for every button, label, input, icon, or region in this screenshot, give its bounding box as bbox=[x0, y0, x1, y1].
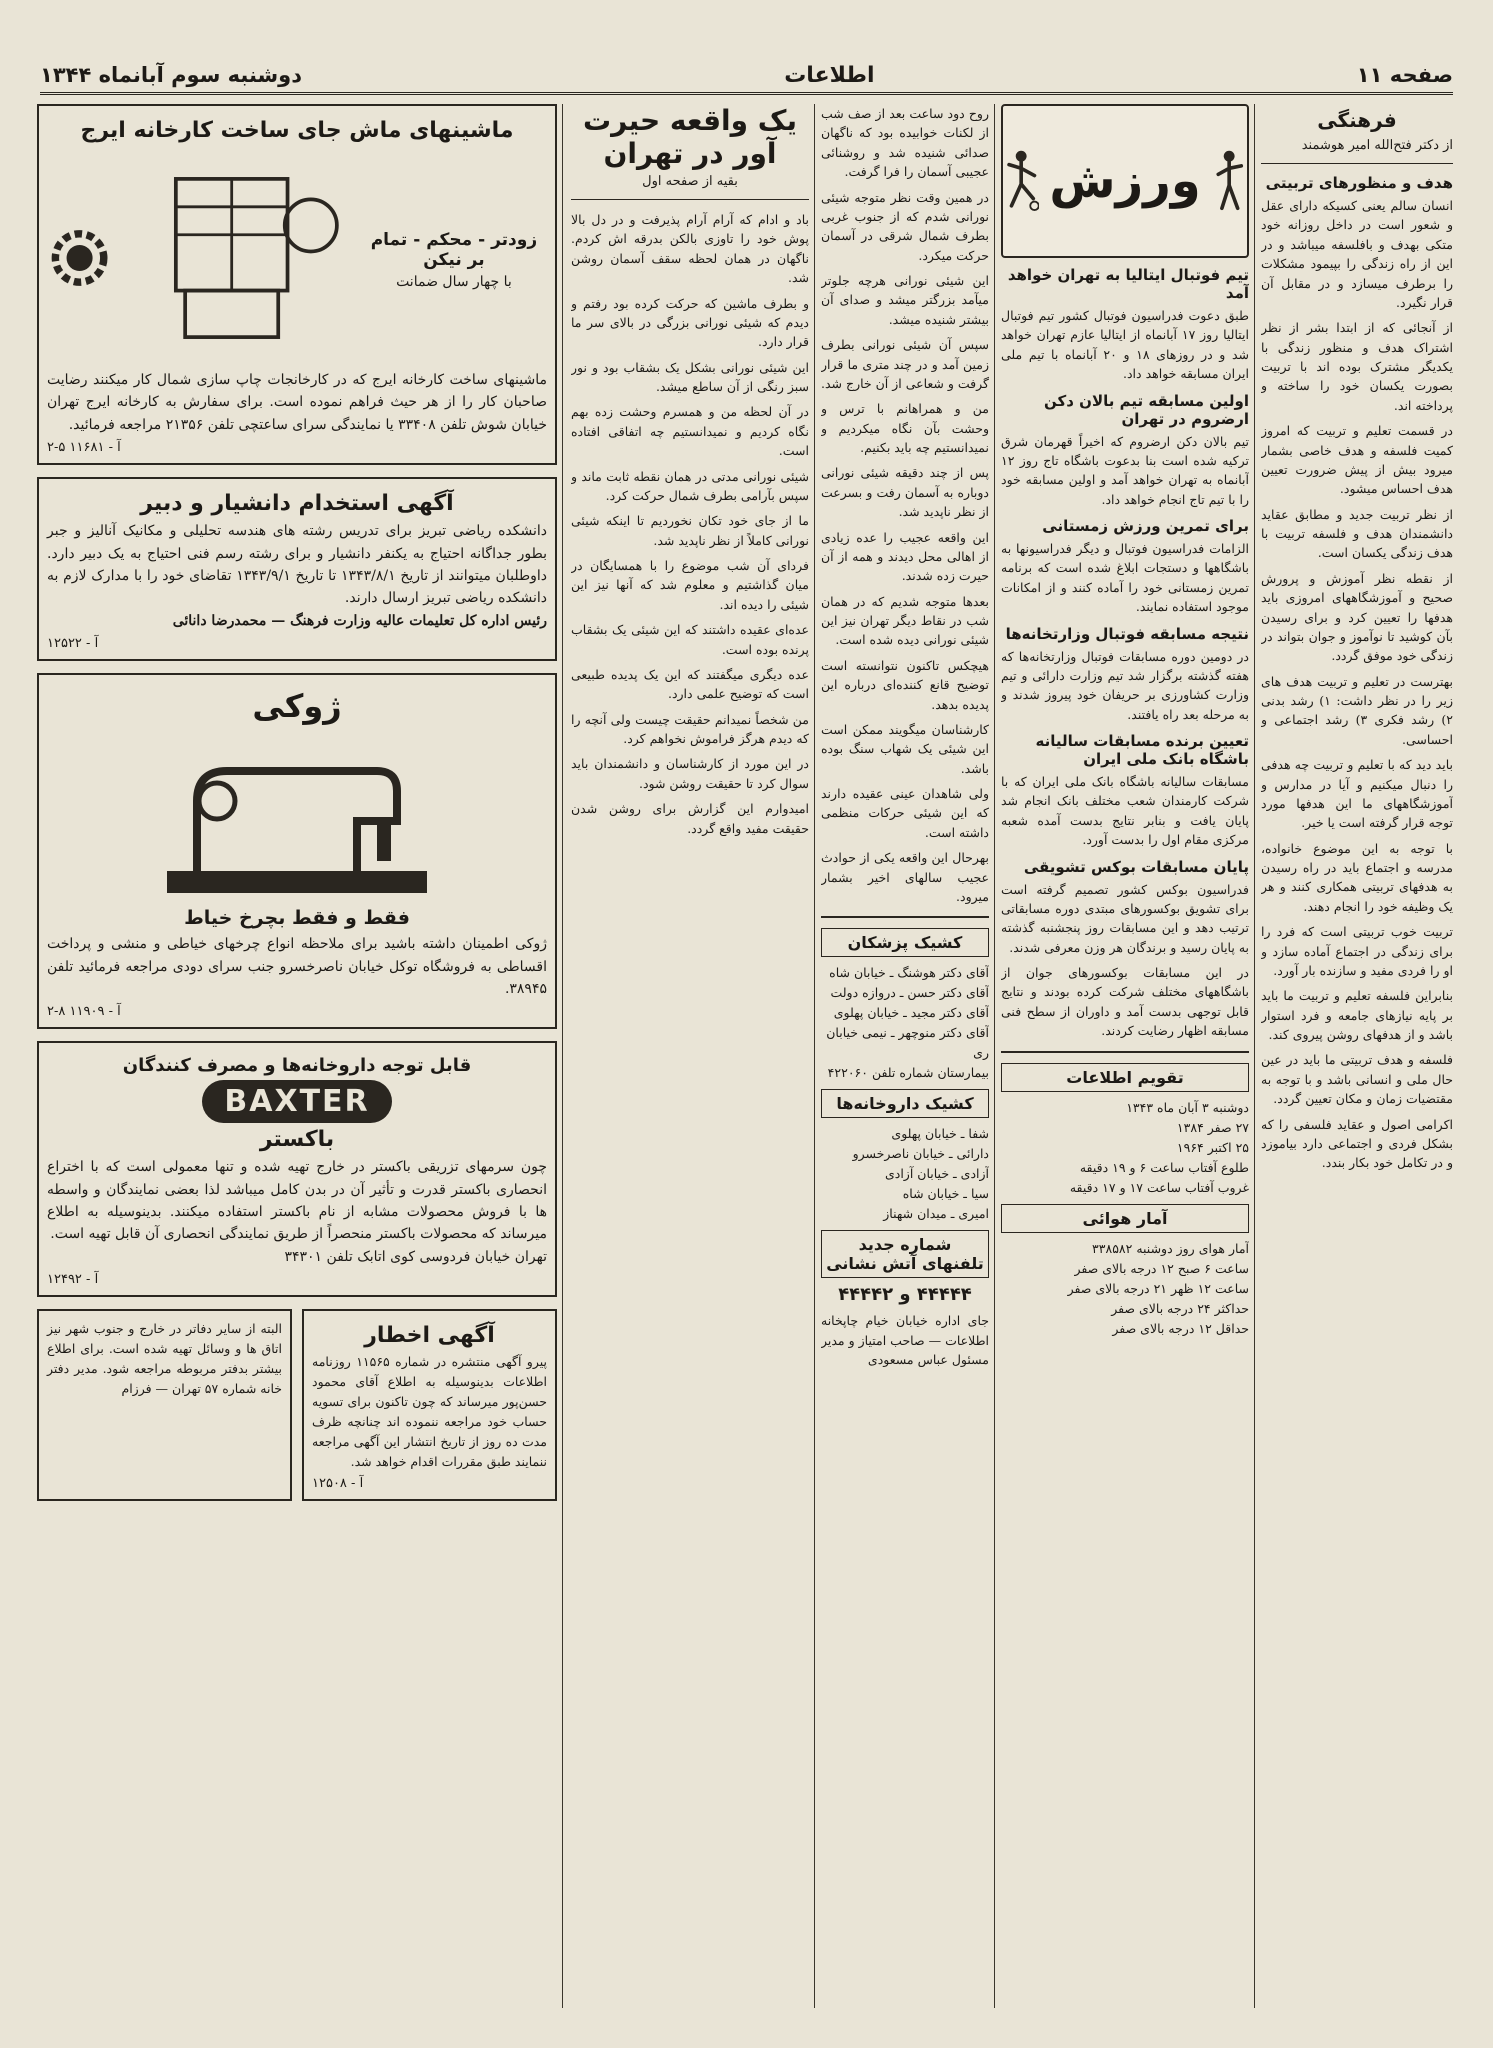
fire-phones-title: شماره جدید تلفنهای آتش نشانی bbox=[821, 1230, 989, 1278]
gear-logo-icon bbox=[47, 223, 112, 293]
article-paragraph: طبق دعوت فدراسیون فوتبال کشور تیم فوتبال ایتالیا روز ۱۷ آبانماه از ایتالیا عازم تهران خواهد شد و در روزهای ۱۸ و ۲۰ آبانماه با تیم ملی ایران مسابقه خواهد داد. bbox=[1001, 308, 1249, 382]
article-paragraph: شیئی نورانی مدتی در همان نقطه ثابت ماند و سپس بآرامی بطرف شمال حرکت کرد. bbox=[571, 468, 809, 503]
article-paragraph: در این مورد از کارشناسان و دانشمندان باید سوال کرد تا حقیقت روشن شود. bbox=[571, 756, 809, 791]
calendar-line: غروب آفتاب ساعت ۱۷ و ۱۷ دقیقه bbox=[1069, 1179, 1249, 1195]
ad-title: باکستر bbox=[259, 1127, 335, 1153]
continued-note: بقیه از صفحه اول bbox=[642, 174, 738, 189]
footballer-figure-icon bbox=[1003, 126, 1039, 236]
article-paragraph: فردای آن شب موضوع را با همسایگان در میان گذاشتیم و معلوم شد که آنها نیز این شیئی را دیده اند. bbox=[571, 558, 809, 612]
article-paragraph: روح دود ساعت بعد از صف شب از لکنات خوابیده بود که ناگهان صدائی شنیده شد و روشنائی عجیبی آسمان را فرا گرفت. bbox=[821, 106, 989, 180]
article-paragraph: در این مسابقات بوکسورهای جوان از باشگاههای مختلف شرکت کرده بودند و نتایج قابل توجهی بدست آمد و داوران از سطح فنی مسابقه اظهار رضایت کردند. bbox=[1001, 965, 1249, 1039]
article-paragraph: سپس آن شیئی نورانی بطرف زمین آمد و در چند متری ما قرار گرفت و شعاعی از آن خارج شد. bbox=[821, 337, 989, 391]
article-paragraph: در دومین دوره مسابقات فوتبال وزارتخانه‌ها که هفته گذشته برگزار شد تیم وزارت دارائی و تیم وزارت کشاورزی بر حریفان خود پیروز شدند و به مرحله بعد راه یافتند. bbox=[1001, 648, 1249, 722]
doctor-line: آقای دکتر مجید ـ خیابان پهلوی bbox=[833, 1005, 989, 1021]
ad-contact: تهران خیابان فردوسی کوی اتابک تلفن ۳۴۳۰۱ bbox=[284, 1248, 547, 1265]
article-paragraph: کارشناسان میگویند ممکن است این شیئی یک شهاب سنگ بوده باشد. bbox=[821, 721, 989, 776]
calendar-line: طلوع آفتاب ساعت ۶ و ۱۹ دقیقه bbox=[1079, 1159, 1249, 1175]
ad-title: آگهی استخدام دانشیار و دبیر bbox=[140, 491, 454, 517]
article-paragraph: هیچکس تاکنون نتوانسته است توضیح قانع کننده‌ای درباره این پدیده بدهد. bbox=[821, 657, 989, 712]
sports-headline: تیم فوتبال ایتالیا به تهران خواهد آمد bbox=[1007, 266, 1249, 302]
article-paragraph: در قسمت تعلیم و تربیت که امروز کمیت فلسفه و هدف خاصی بشمار میرود بیش از پیش ضرورت تعیین هدف احساس میشود. bbox=[1261, 423, 1453, 497]
sewing-machine-illustration-icon bbox=[147, 731, 447, 901]
sports-column bbox=[1001, 104, 1249, 1339]
advertisements-column bbox=[37, 104, 557, 1513]
article-paragraph: من شخصاً نمیدانم حقیقت چیست ولی آنچه را که دیدم هرگز فراموش نخواهم کرد. bbox=[571, 711, 809, 746]
divider bbox=[821, 916, 989, 918]
column-divider bbox=[814, 104, 815, 2008]
sports-headline: اولین مسابقه تیم بالان دکن ارضروم در تهران bbox=[1044, 391, 1249, 428]
article-paragraph: عده دیگری میگفتند که این یک پدیده طبیعی است که توضیح علمی دارد. bbox=[571, 666, 809, 702]
article-paragraph: بهترست در تعلیم و تربیت هدف های زیر را در نظر داشت: ۱) رشد بدنی ۲) رشد فکری ۳) رشد اجتماعی و احساسی. bbox=[1261, 673, 1453, 747]
article-paragraph: فلسفه و هدف تربیتی ما باید در عین حال ملی و انسانی باشد و با توجه به مقتضیات زمان و مکان تعیین گردد. bbox=[1261, 1052, 1453, 1107]
article-paragraph: تیم بالان دکن ارضروم که اخیراً قهرمان شرق ترکیه شده است بنا بدعوت باشگاه تاج روز ۱۲ آبانماه به تهران خواهد آمد و اولین مسابقه خود را با تیم تاج انجام خواهد داد. bbox=[1001, 433, 1249, 507]
article-paragraph: اکرامی اصول و عقاید فلسفی را که بشکل فردی و اجتماعی دارد بیاموزد و در تکامل خود بکار بندد. bbox=[1261, 1116, 1453, 1171]
ad-body: البته از سایر دفاتر در خارج و جنوب شهر نیز اتاق ها و وسائل تهیه شده است. برای اطلاع بیشتر بدفتر مربوطه مراجعه شود. مدیر دفتر خانه شماره ۵۷ تهران — فرزام bbox=[47, 1321, 282, 1397]
column-divider bbox=[562, 104, 563, 2008]
ad-brand: ژوکی bbox=[252, 687, 342, 726]
pharmacy-line: شفا ـ خیابان پهلوی bbox=[891, 1126, 989, 1142]
issue-date: دوشنبه سوم آبانماه ۱۳۴۴ bbox=[40, 63, 303, 87]
story-continuation-column bbox=[821, 104, 989, 1375]
sports-headline: برای تمرین ورزش زمستانی bbox=[1042, 517, 1249, 535]
doctors-on-duty-title: کشیک پزشکان bbox=[821, 928, 989, 957]
column-divider bbox=[994, 104, 995, 2008]
pharmacy-line: امیری ـ میدان شهناز bbox=[883, 1206, 989, 1222]
fire-phone-numbers: ۴۴۴۴۴ و ۴۴۴۴۲ bbox=[838, 1284, 972, 1306]
ad-signature: رئیس اداره کل تعلیمات عالیه وزارت فرهنگ — محمدرضا دانائی bbox=[172, 612, 547, 629]
baxter-ad bbox=[37, 1041, 557, 1297]
article-paragraph: مسابقات سالیانه باشگاه بانک ملی ایران که با شرکت کارمندان شعب مختلف بانک انجام شد پایان یافت و بنابر نتایج بدست آمده شعبه مرکزی مقام اول را بدست آورد. bbox=[1001, 774, 1249, 848]
machine-illustration-icon bbox=[120, 153, 353, 363]
culture-heading: هدف و منظورهای تربیتی bbox=[1265, 174, 1453, 192]
pharmacies-on-duty-title: کشیک داروخانه‌ها bbox=[821, 1089, 989, 1118]
article-paragraph: من و همراهانم با ترس و وحشت بآن نگاه میکردیم و نمیدانستیم چه باید بکنیم. bbox=[821, 401, 989, 455]
article-paragraph: این شیئی نورانی بشکل یک بشقاب بود و نور سبز رنگی از آن ساطع میشد. bbox=[571, 359, 809, 394]
ad-body: چون سرمهای تزریقی باکستر در خارج تهیه شده و تنها معمولی است که با اختراع انحصاری باکستر قدرت و تأثیر آن در بدن کامل میباشد لذا بعضی نمایندگان و واسطه ها با فروش محصولات مشابه از نام باکستر استفاده میکنند. بدینوسیله به اطلاع میرساند که محصولات باکستر منحصراً از طریق نمایندگی انحصاری آن قابل تهیه است. bbox=[47, 1159, 547, 1243]
culture-byline: از دکتر فتح‌الله امیر هوشمند bbox=[1301, 138, 1453, 153]
publisher-line: جای اداره خیابان خیام چاپخانه اطلاعات — صاحب امتیاز و مدیر مسئول عباس مسعودی bbox=[821, 1313, 989, 1367]
doctor-line: آقای دکتر منوچهر ـ نیمی خیابان ری bbox=[826, 1025, 989, 1061]
pharmacy-line: آزادی ـ خیابان آزادی bbox=[884, 1166, 989, 1182]
doctor-line: آقای دکتر حسن ـ دروازه دولت bbox=[830, 985, 989, 1001]
ad-header: قابل توجه داروخانه‌ها و مصرف کنندگان bbox=[122, 1055, 472, 1077]
recruitment-ad bbox=[37, 477, 557, 661]
article-paragraph: پس از چند دقیقه شیئی نورانی دوباره به آسمان رفت و بسرعت از نظر ناپدید شد. bbox=[821, 465, 989, 520]
article-paragraph: انسان سالم یعنی کسیکه دارای عقل و شعور است در داخل روزانه خود متکی بهدف و بافلسفه میباشد و در این از راه زندگی را بپیمود مشکلات را برطرف میسازد و در مقابل آن قرار نگیرد. bbox=[1261, 198, 1453, 310]
article-paragraph: و بطرف ماشین که حرکت کرده بود رفتم و دیدم که شیئی نورانی بزرگی در بالای سر ما قرار دارد. bbox=[571, 295, 809, 350]
baxter-logo: BAXTER bbox=[202, 1080, 391, 1123]
divider bbox=[1001, 1051, 1249, 1053]
ad-body: ژوکی اطمینان داشته باشید برای ملاحظه انواع چرخهای خیاطی و منشی و پرداخت اقساطی به فروشگاه توکل خیابان ناصرخسرو جنب سرای دودی مراجعه فرمائید تلفن ۳۸۹۴۵. bbox=[47, 936, 547, 997]
ad-code: آ - ۱۲۵۲۲ bbox=[47, 636, 99, 652]
divider bbox=[1261, 163, 1453, 164]
boxer-figure-icon bbox=[1211, 126, 1247, 236]
ad-code: آ - ۱۱۹۰۹ ۸-۲ bbox=[47, 1004, 121, 1020]
column-divider bbox=[1254, 104, 1255, 2008]
ad-title: ماشینهای ماش جای ساخت کارخانه ایرج bbox=[80, 118, 514, 143]
main-headline: یک واقعه حیرت آور در تهران bbox=[583, 104, 797, 170]
article-paragraph: این شیئی نورانی هرچه جلوتر میآمد بزرگتر میشد و صدای آن بیشتر شنیده میشد. bbox=[821, 273, 989, 327]
article-paragraph: الزامات فدراسیون فوتبال و دیگر فدراسیونها به باشگاهها و دستجات ابلاغ شده است که برنامه تمرین زمستانی خود را آماده کنند و از امکانات موجود استفاده نمایند. bbox=[1001, 541, 1249, 615]
doctor-line: آقای دکتر هوشنگ ـ خیابان شاه bbox=[829, 965, 989, 981]
calendar-title: تقویم اطلاعات bbox=[1001, 1063, 1249, 1092]
culture-column bbox=[1261, 104, 1453, 1179]
weather-line: حداکثر ۲۴ درجه بالای صفر bbox=[1111, 1300, 1249, 1316]
ad-code: آ - ۱۲۵۰۸ bbox=[312, 1476, 364, 1492]
article-paragraph: عده‌ای عقیده داشتند که این شیئی یک بشقاب پرنده بوده است. bbox=[571, 622, 809, 657]
ad-subtitle: با چهار سال ضمانت bbox=[396, 274, 512, 290]
sports-headline: نتیجه مسابقه فوتبال وزارتخانه‌ها bbox=[1005, 624, 1249, 643]
pharmacy-line: دارائی ـ خیابان ناصرخسرو bbox=[852, 1146, 989, 1162]
weather-line: حداقل ۱۲ درجه بالای صفر bbox=[1112, 1320, 1249, 1336]
article-paragraph: بنابراین فلسفه تعلیم و تربیت ما باید بر پایه نیازهای جامعه و فرد استوار باشد و از هدفهای روشن پیروی کند. bbox=[1261, 988, 1453, 1042]
sports-headline: تعیین برنده مسابقات سالیانه باشگاه بانک ملی ایران bbox=[1035, 732, 1249, 768]
sewing-machine-ad bbox=[37, 673, 557, 1029]
ad-body: پیرو آگهی منتشره در شماره ۱۱۵۶۵ روزنامه اطلاعات بدینوسیله به اطلاع آقای محمود حسن‌پور میرساند که چون تاکنون برای تسویه حساب خود مراجعه ننموده اند چنانچه ظرف مدت ده روز از تاریخ انتشار این آگهی مراجعه ننمایند طبق مقررات اقدام خواهد شد. bbox=[312, 1354, 547, 1470]
article-paragraph: با توجه به این موضوع خانواده، مدرسه و اجتماع باید در راه رسیدن به هدفهای تربیتی همکاری کنند و هر یک وظیفه خود را انجام دهند. bbox=[1261, 840, 1453, 914]
article-paragraph: بعدها متوجه شدیم که در همان شب در نقاط دیگر تهران نیز این شیئی نورانی دیده شده است. bbox=[821, 593, 989, 648]
article-paragraph: تربیت خوب تربیتی است که فرد را برای زندگی در اجتماع آماده سازد و او را فردی مفید و سازنده بار آورد. bbox=[1261, 924, 1453, 978]
weather-line: ساعت ۶ صبح ۱۲ درجه بالای صفر bbox=[1074, 1260, 1249, 1276]
ad-title: آگهی اخطار bbox=[364, 1323, 495, 1349]
sports-banner bbox=[1001, 104, 1249, 258]
pharmacy-line: سیا ـ خیابان شاه bbox=[902, 1186, 989, 1202]
office-notice-ad bbox=[37, 1309, 292, 1501]
article-paragraph: ولی شاهدان عینی عقیده دارند که این شیئی حرکات منظمی داشته است. bbox=[821, 786, 989, 840]
machine-factory-ad bbox=[37, 104, 557, 465]
sports-headline: پایان مسابقات بوکس تشویقی bbox=[1023, 857, 1249, 876]
ad-body: ماشینهای ساخت کارخانه ایرج که در کارخانجات چاپ سازی شمال کار میکنند رضایت صاحبان کار را از هر حیث فراهم نموده است. برای سفارش به کارخانه ایرج تهران خیابان شوش تلفن ۳۳۴۰۸ یا نمایندگی سرای ساعتچی تلفن ۲۱۳۵۶ مراجعه فرمائید. bbox=[47, 372, 547, 433]
article-paragraph: در همین وقت نظر متوجه شیئی نورانی شدم که از جنوب غربی بطرف شمال شرقی در آسمان حرکت میکرد. bbox=[821, 189, 989, 263]
ad-title: فقط و فقط بچرخ خیاط bbox=[184, 907, 410, 930]
main-story-column bbox=[571, 104, 809, 844]
doctor-line: بیمارستان شماره تلفن ۴۲۲۰۶۰ bbox=[827, 1065, 989, 1081]
masthead bbox=[40, 58, 1453, 95]
divider bbox=[571, 199, 809, 200]
paper-name: اطلاعات bbox=[784, 62, 875, 88]
article-paragraph: این واقعه عجیب را عده زیادی از اهالی محل دیدند و همه از آن حیرت زده شدند. bbox=[821, 529, 989, 584]
weather-line: ساعت ۱۲ ظهر ۲۱ درجه بالای صفر bbox=[1067, 1280, 1249, 1296]
article-paragraph: در آن لحظه من و همسرم وحشت زده بهم نگاه کردیم و نمیدانستیم چه اتفاقی افتاده است. bbox=[571, 404, 809, 459]
article-paragraph: ما از جای خود تکان نخوردیم تا اینکه شیئی نورانی کاملاً از نظر ناپدید شد. bbox=[571, 513, 809, 548]
calendar-line: دوشنبه ۳ آبان ماه ۱۳۴۳ bbox=[1126, 1099, 1249, 1115]
ad-code: آ - ۱۲۴۹۲ bbox=[47, 1272, 99, 1288]
article-paragraph: امیدوارم این گزارش برای روشن شدن حقیقت مفید واقع گردد. bbox=[571, 801, 809, 836]
calendar-line: ۲۵ اکتبر ۱۹۶۴ bbox=[1176, 1139, 1249, 1155]
ad-subtitle: زودتر - محکم - تمام بر نیکن bbox=[370, 230, 538, 270]
article-paragraph: باد و ادام که آرام آرام پذیرفت و در دل بالا پوش خود را تاوزی بالکن بدرقه اش کردم. ناگهان در همان لحظه سقف آسمان روشن شد. bbox=[571, 212, 809, 286]
article-paragraph: فدراسیون بوکس کشور تصمیم گرفته است برای تشویق بوکسورهای مبتدی دوره مسابقاتی ترتیب دهد و این مسابقات روز پنجشنبه گذشته به پایان رسید و برندگان هر وزن معرفی شدند. bbox=[1001, 881, 1249, 955]
warning-notice-ad bbox=[302, 1309, 557, 1501]
article-paragraph: از نظر تربیت جدید و مطابق عقاید دانشمندان هدف و فلسفه تربیت با هدف زندگی یکسان است. bbox=[1261, 506, 1453, 561]
culture-section-title: فرهنگی bbox=[1317, 108, 1397, 132]
article-paragraph: بهرحال این واقعه یکی از حوادث عجیب سالهای اخیر بشمار میرود. bbox=[821, 850, 989, 904]
ad-code: آ - ۱۱۶۸۱ ۵-۲ bbox=[47, 440, 121, 456]
weather-line: آمار هوای روز دوشنبه ۳۳۸۵۸۲ bbox=[1092, 1240, 1249, 1256]
weather-title: آمار هوائی bbox=[1001, 1204, 1249, 1233]
ad-body: دانشکده ریاضی تبریز برای تدریس رشته های هندسه تحلیلی و مکانیک آنالیز و جبر بطور جداگانه احتیاج به یکنفر دانشیار و برای رشته رسم فنی احتیاج به یک دبیر دارد. داوطلبان میتوانند از تاریخ ۱۳۴۳/۸/۱ تا تاریخ ۱۳۴۳/۹/۱ تقاضای خود را با مدارک لازم به دانشکده ریاضی تبریز ارسال دارند. bbox=[47, 523, 547, 607]
sports-title: ورزش bbox=[1049, 153, 1201, 209]
article-paragraph: از آنجائی که از ابتدا بشر از نظر اشتراک هدف و منظور زندگی با یکدیگر مشترک بوده اند با تربیت بصورت یکسان خود را ساخته و پرداخته اند. bbox=[1261, 320, 1453, 413]
page-number: صفحه ۱۱ bbox=[1356, 63, 1453, 87]
article-paragraph: باید دید که با تعلیم و تربیت چه هدفی را دنبال میکنیم و آیا در مدارس و آموزشگاههای ما این هدفها مورد توجه قرار گرفته است یا خیر. bbox=[1261, 757, 1453, 831]
article-paragraph: از نقطه نظر آموزش و پرورش صحیح و آموزشگاههای امروزی باید هدفها را تعیین کرد و برای رسیدن بآن کوشید تا نوآموز و جوان بتواند در زندگی خود موفق گردد. bbox=[1261, 570, 1453, 664]
calendar-line: ۲۷ صفر ۱۳۸۴ bbox=[1176, 1119, 1249, 1135]
